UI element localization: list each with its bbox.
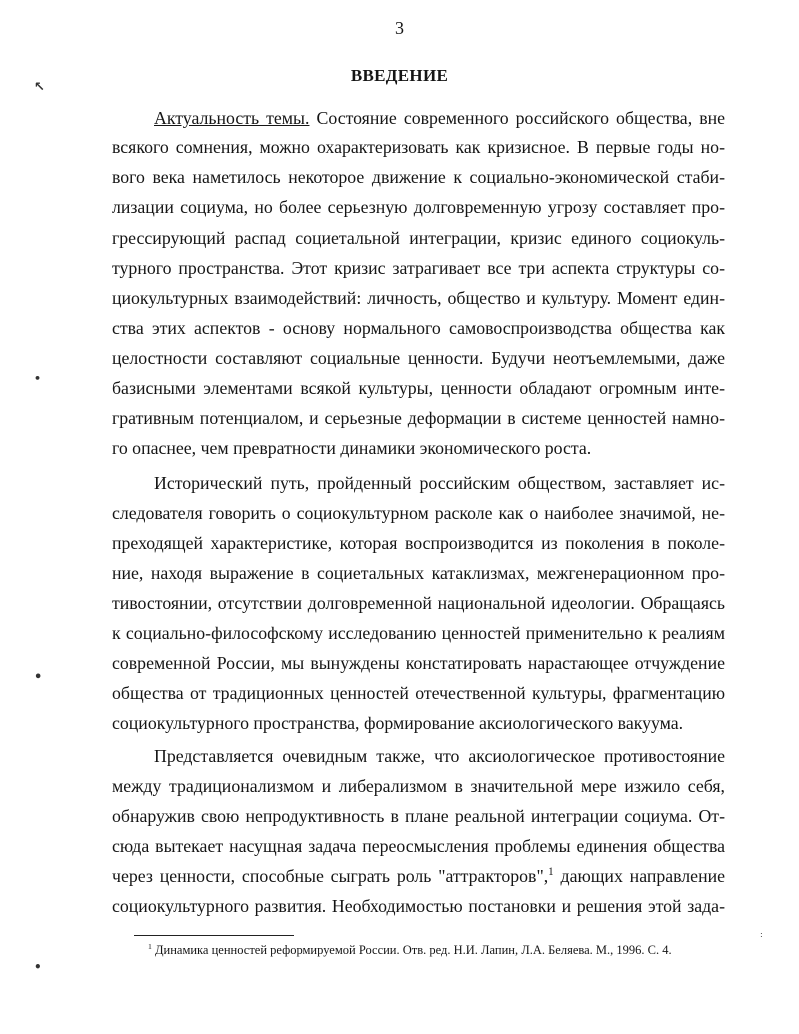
text-line: к социально-философскому исследованию ценностей применительно к реалиям bbox=[112, 623, 725, 643]
text-line-content: Состояние современного российского общества, вне bbox=[309, 108, 725, 128]
text-line: всякого сомнения, можно охарактеризовать как кризисное. В первые годы но- bbox=[112, 137, 725, 157]
text-line: базисными элементами всякой культуры, ценности обладают огромным инте- bbox=[112, 378, 725, 398]
scan-mark-icon: : bbox=[760, 930, 763, 939]
page-number: 3 bbox=[395, 18, 404, 38]
scan-mark-icon: • bbox=[34, 372, 42, 385]
text-line: между традиционализмом и либерализмом в значительной мере изжило себя, bbox=[112, 776, 725, 796]
text-line: следователя говорить о социокультурном расколе как о наиболее значимой, не- bbox=[112, 503, 725, 523]
text-line: циокультурных взаимодействий: личность, общество и культуру. Момент един- bbox=[112, 288, 725, 308]
text-line: социокультурного пространства, формирование аксиологического вакуума. bbox=[112, 713, 684, 733]
scan-mark-icon: • bbox=[34, 670, 43, 685]
text-line: тивостоянии, отсутствии долговременной национальной идеологии. Обращаясь bbox=[112, 593, 725, 613]
text-line bbox=[154, 107, 725, 129]
text-line-content: через ценности, способные сыграть роль "аттракторов", bbox=[112, 866, 549, 886]
text-line: Исторический путь, пройденный российским обществом, заставляет ис- bbox=[154, 473, 725, 493]
footnote-divider bbox=[134, 935, 294, 936]
text-line: Представляется очевидным также, что аксиологическое противостояние bbox=[154, 746, 725, 766]
text-line: турного пространства. Этот кризис затрагивает все три аспекта структуры со- bbox=[112, 258, 725, 278]
text-line: го опаснее, чем превратности динамики экономического роста. bbox=[112, 438, 592, 458]
text-line: социокультурного развития. Необходимостью постановки и решения этой зада- bbox=[112, 896, 725, 916]
text-line: вого века наметилось некоторое движение к социально-экономической стаби- bbox=[112, 167, 725, 187]
text-line: общества от традиционных ценностей отечественной культуры, фрагментацию bbox=[112, 683, 725, 703]
text-line: ние, находя выражение в социетальных катаклизмах, межгенерационном про- bbox=[112, 563, 725, 583]
topic-relevance-label: Актуальность темы. bbox=[154, 108, 310, 128]
text-line: современной России, мы вынуждены констатировать нарастающее отчуждение bbox=[112, 653, 725, 673]
text-line-content: дающих направление bbox=[553, 866, 725, 886]
text-line: обнаружив свою непродуктивность в плане реальной интеграции социума. От- bbox=[112, 806, 725, 826]
scan-mark-icon: ↖ bbox=[34, 80, 45, 95]
footnote-text: Динамика ценностей реформируемой России. Отв. ред. Н.И. Лапин, Л.А. Беляева. М., 1996. С. 4. bbox=[151, 943, 672, 957]
text-line: целостности составляют социальные ценности. Будучи неотъемлемыми, даже bbox=[112, 348, 725, 368]
scan-mark-icon: • bbox=[34, 960, 42, 974]
text-line: грессирующий распад социетальной интеграции, кризис единого социокуль- bbox=[112, 228, 725, 248]
footnote-reference[interactable]: 1 bbox=[548, 866, 554, 879]
footnote-marker: 1 bbox=[148, 941, 152, 951]
text-line: лизации социума, но более серьезную долговременную угрозу составляет про- bbox=[112, 197, 725, 217]
footnote bbox=[148, 943, 672, 958]
text-line: преходящей характеристике, которая воспроизводится из поколения в поколе- bbox=[112, 533, 725, 553]
section-heading: ВВЕДЕНИЕ bbox=[350, 66, 449, 85]
text-line: ства этих аспектов - основу нормального самовоспроизводства общества как bbox=[112, 318, 725, 338]
text-line: сюда вытекает насущная задача переосмысления проблемы единения общества bbox=[112, 836, 725, 856]
text-line: гративным потенциалом, и серьезные деформации в системе ценностей намно- bbox=[112, 408, 725, 428]
text-line bbox=[112, 865, 725, 887]
